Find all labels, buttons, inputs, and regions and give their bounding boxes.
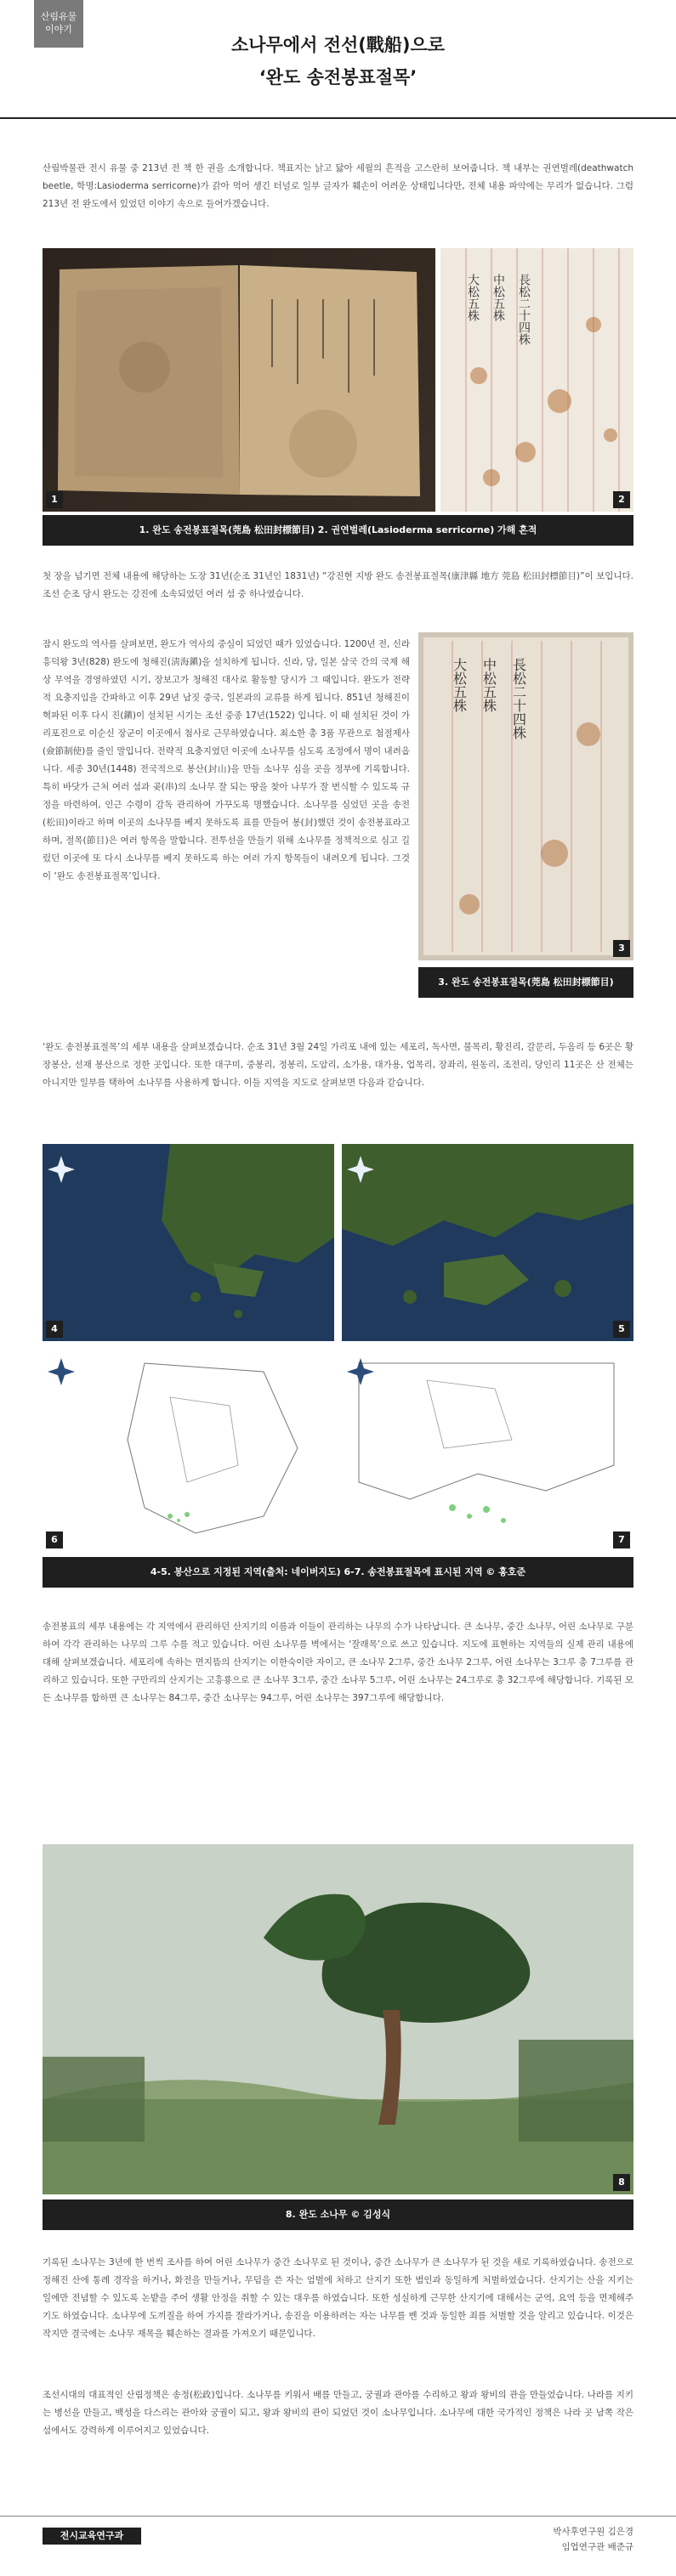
satellite-map-illustration [43, 1144, 334, 1341]
paragraph-3: 잠시 완도의 역사를 살펴보면, 완도가 역사의 중심이 되었던 때가 있었습니다. 1200년 전, 신라 흥덕왕 3년(828) 완도에 청해진(淸海鎭)을 설치하게 됩니다. 신라, 당, 일본 삼국 간의 국제 해상 무역을 경영하였던 시기, 장보고가 청해진 대사로 활동할 당시가 그 때입니다. 완도가 전략적 요충지임을 간파하고 이후 29년 남짓 중국, 일본과의 교류를 하게 됩니다. 851년 청해진이 혁파된 이후 다시 진(鎭)이 설치된 시기는 조선 중종 17년(1522) 입니다. 이 때 설치된 것이 가리포진으로 이순신 장군이 이곳에서 첨사로 근무하였습니다. 최소한 총 3품 무관으로 첨절제사(僉節制使)를 줄인 말입니다. 전략적 요충지였던 이곳에 소나무를 심도록 조정에서 명이 내려옵니다. 세종 30년(1448) 전국적으로 봉산(封山)을 만들 소나무 심을 곳을 정부에 기록합니다. 특히 바닷가 근처 여러 섬과 곶(串)의 소나무 잘 되는 땅을 찾아 나무가 잘 번식할 수 있도록 규정을 마련하여, 인근 수령이 감독 관리하여 가꾸도록 명했습니다. 소나무를 심었던 곳을 송전(松田)이라고 하며 이곳의 소나무를 베지 못하도록 표를 만들어 봉(封)했던 것이 송전봉표라고 하며, 절목(節目)은 여러 항목을 말합니다. 전투선을 만들기 위해 소나무를 정책적으로 심고 길렀던 이곳에 또 다시 소나무를 베지 못하도록 하는 여러 가지 항목들이 내려오게 됩니다. 그것이 ‘완도 송전봉표절목’입니다. [43, 639, 410, 881]
caption-3: 3. 완도 송전봉표절목(莞島 松田封標節目) [418, 967, 633, 998]
header-divider [0, 117, 676, 119]
figure-1-book-photo [43, 248, 435, 512]
paragraph-6: 기록된 소나무는 3년에 한 번씩 조사를 하여 어린 소나무가 중간 소나무로 된 것이나, 중간 소나무가 큰 소나무가 된 것을 새로 기록하였습니다. 송전으로 정해진 산에 통례 경작을 하거나, 화전을 만들거나, 무덤을 쓴 자는 엄벌에 처하고 산지기 또한 범인과 동일하게 처벌하였습니다. 산지기는 산을 지키는 일에만 전념할 수 있도록 논밭을 주어 생활 안정을 취할 수 있는 대우를 하였습니다. 또한 성실하게 근무한 산지기에 대해서는 군역, 요역 등을 면제해주기도 하였습니다. 소나무에 도끼질을 하여 가지를 잘라가거나, 송진을 이용하려는 자는 나무를 벤 것과 동일한 죄를 처벌할 것을 알리고 있습니다. 이것은 작지만 결국에는 소나무 재목을 훼손하는 결과를 가져오기 때문입니다. [43, 2257, 633, 2339]
figure-8-pine-tree-photo [43, 1844, 633, 2194]
doc3-text-c: 長松二十四株 [510, 658, 527, 739]
page-title: 소나무에서 전선(戰船)으로 [230, 35, 446, 55]
author-2: 임업연구관 배준규 [561, 2542, 633, 2552]
caption-8: 8. 완도 소나무 © 김성식 [43, 2200, 633, 2230]
satellite-map-zoom-illustration [342, 1144, 633, 1341]
doc3-text-a: 大松五株 [451, 658, 468, 712]
department-label: 전시교육연구과 [43, 2528, 141, 2545]
doc-text-a: 大松五株 [466, 274, 480, 321]
outline-map-illustration [43, 1346, 334, 1552]
doc-text-b: 中松五株 [491, 274, 505, 321]
pine-tree-illustration [43, 1844, 633, 2194]
paragraph-7: 조선시대의 대표적인 산림정책은 송정(松政)입니다. 소나무를 키워서 배를 만들고, 궁궐과 관아를 수리하고 왕과 왕비의 관을 만들었습니다. 나라를 지키는 병선을 만들고, 백성을 다스리는 관아와 궁궐이 되고, 왕과 왕비의 관이 되었던 것이 소나무입니다. 소나무에 대한 국가적인 정책은 나라 곳 남쪽 작은 섬에서도 강력하게 이루어지고 있었습니다. [43, 2390, 633, 2436]
figure-5-satellite-map [342, 1144, 633, 1341]
paragraph-5: 송전봉표의 세부 내용에는 각 지역에서 관리하던 산지기의 이름과 이들이 관리하는 나무의 수가 나타납니다. 큰 소나무, 중간 소나무, 어린 소나무로 구분하여 각각 관리하는 나무의 그루 수를 적고 있습니다. 어린 소나무를 벽에서는 ‘잘래목’으로 쓰고 있습니다. 지도에 표현하는 지역들의 실제 관리 내용에 대해 살펴보겠습니다. 세포리에 속하는 면지뜸의 산지기는 이한숙이란 자이고, 큰 소나무 2그루, 중간 소나무 2그루, 어린 소나무는 3그루 총 7그루를 관리하고 있습니다. 또한 구만리의 산지기는 고흥룡으로 큰 소나무 3그루, 중간 소나무 5그루, 어린 소나무는 24그루로 총 32그루에 해당합니다. 기록된 모든 소나무를 합하면 큰 소나무는 84그루, 중간 소나무는 94그루, 어린 소나무는 397그루에 해당합니다. [43, 1622, 633, 1703]
figure-number-2: 2 [613, 491, 630, 508]
author-1: 박사후연구원 김은경 [553, 2527, 633, 2537]
old-book-illustration [43, 248, 435, 512]
doc3-text-b: 中松五株 [480, 658, 497, 712]
outline-map-zoom-illustration [342, 1346, 633, 1552]
intro-paragraph: 산림박물관 전시 유물 중 213년 전 책 한 권을 소개합니다. 책표지는 낡고 닳아 세월의 흔적을 고스란히 보여줍니다. 책 내부는 권연벌레(deathwatch beetle, 학명:Lasioderma serricorne)가 갉아 먹어 생긴 터널로 일부 글자가 훼손이 어려운 상태입니다만, 전체 내용 파악에는 무리가 없습니다. 그럼 213년 전 완도에서 있었던 이야기 속으로 들어가겠습니다. [43, 163, 633, 209]
figure-number-7: 7 [613, 1531, 630, 1548]
figure-2-beetle-damage-photo [440, 248, 633, 512]
page-subtitle: ‘완도 송전봉표절목’ [258, 67, 418, 88]
figure-7-outline-map [342, 1346, 633, 1552]
doc-text-c: 長松二十四株 [517, 274, 531, 345]
figure-number-4: 4 [46, 1321, 63, 1338]
title-block [0, 32, 676, 90]
caption-4-7: 4-5. 봉산으로 지정된 지역(출처: 네이버지도) 6-7. 송전봉표절목에 표시된 지역 © 홍호준 [43, 1557, 633, 1588]
document-illustration [418, 632, 633, 960]
paragraph-2: 첫 장을 넘기면 전체 내용에 해당하는 도장 31년(순조 31년인 1831년) “강진현 지방 완도 송전봉표절목(康津縣 地方 莞島 松田封標節目)”이 보입니다. 조선 순조 당시 완도는 강진에 소속되었던 여러 섬 중 하나였습니다. [43, 571, 633, 599]
compass-rose-icon [347, 1358, 374, 1385]
document-page-illustration [440, 248, 633, 512]
figure-3-document-photo [418, 632, 633, 960]
footer-divider [0, 2516, 676, 2517]
paragraph-4: ‘완도 송전봉표절목’의 세부 내용을 살펴보겠습니다. 순조 31년 3월 24일 가리포 내에 있는 세포리, 독사면, 불목리, 황진리, 갈문리, 두음리 등 6곳은 황장봉산, 선재 봉산으로 정한 곳입니다. 또한 대구미, 중봉리, 정봉리, 도암리, 소가용, 대가용, 업목리, 장좌리, 원동리, 조전리, 당인리 11곳은 산 전체는 아니지만 일부를 택하여 소나무를 사용하게 합니다. 이들 지역을 지도로 살펴보면 다음과 같습니다. [43, 1042, 633, 1088]
caption-1-2: 1. 완도 송전봉표절목(莞島 松田封標節目) 2. 권연벌레(Lasioderma serricorne) 가해 흔적 [43, 515, 633, 546]
badge-text: 산림유물 이야기 [40, 11, 77, 35]
figure-number-5: 5 [613, 1321, 630, 1338]
figure-4-satellite-map [43, 1144, 334, 1341]
figure-number-1: 1 [46, 491, 63, 508]
figure-number-8: 8 [613, 2174, 630, 2191]
figure-number-3: 3 [613, 940, 630, 957]
author-block [553, 2524, 633, 2555]
compass-rose-icon [48, 1358, 75, 1385]
figure-6-outline-map [43, 1346, 334, 1552]
figure-number-6: 6 [46, 1531, 63, 1548]
